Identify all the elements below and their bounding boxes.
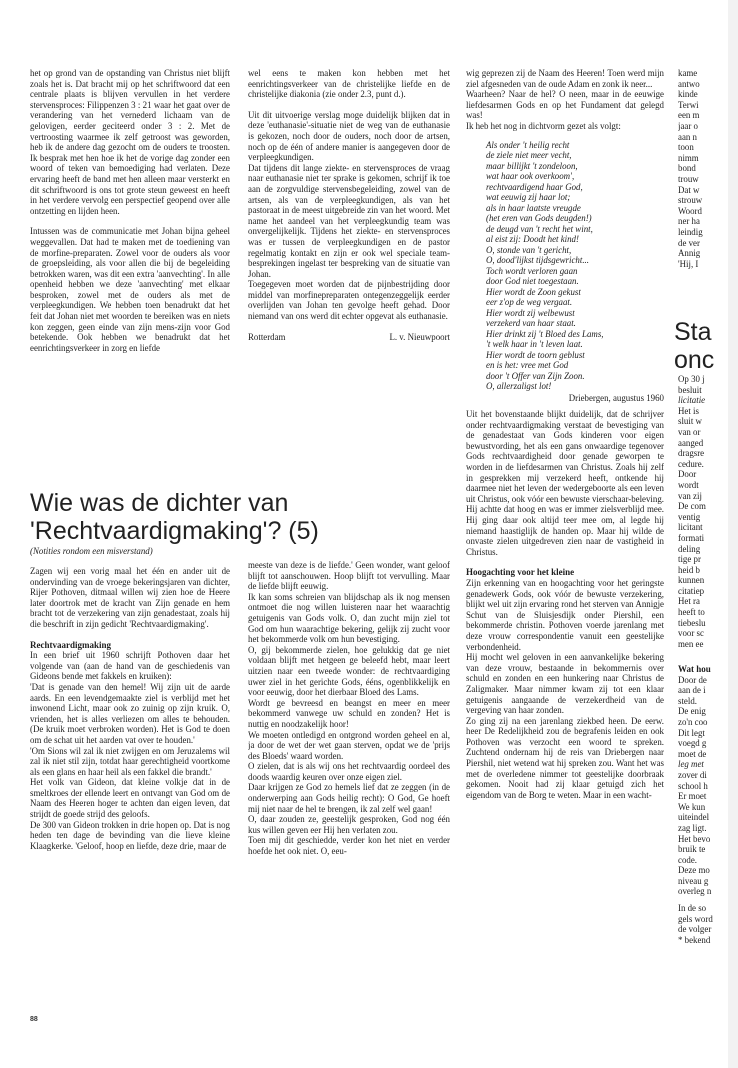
paragraph: Het volk van Gideon, dat kleine volkje dat in de smeltkroes der ellende leert en ontvangt van God om de Naam des Heeren hoger te achten dan eigen leven, dat strijdt de goede strijd des geloofs.	[30, 777, 230, 820]
clipped-line: tiebeslu	[678, 617, 706, 628]
paragraph: Ik heb het nog in dichtvorm gezet als volgt:	[466, 120, 621, 131]
paragraph: Wordt ge bevreesd en beangst en meer en meer bekommerd vanwege uw schuld en zonden? Het is nuttig en noodzakelijk hoor!	[248, 697, 450, 729]
signature-author: L. v. Nieuwpoort	[389, 331, 450, 342]
poem-line: verzekerd van haar staat.	[486, 318, 576, 329]
clipped-line: kinde	[678, 89, 698, 100]
clipped-line: school h	[678, 780, 708, 791]
paragraph: het op grond van de opstanding van Christus niet blijft zoals het is. Dat bracht mij op het schriftwoord dat een centrale plaats is blijven vervullen in het verdere stervensproces: Filippenzen 3 : 21 waar het gaat over de verandering van het vernederd lichaam van de gelovigen, eerder geciteerd onder 3 : 2. Met de vertroosting waarmee ik zelf getroost was geworden, heb ik de andere dag gezocht om de ouders te troosten. Ik besprak met hen hoe ik het de vorige dag zonder een woord of teken van bemoediging had verlaten. Deze ervaring heeft de band met hen alleen maar versterkt en dit schriftwoord is ons tot grote steun geweest en heeft in het verdere vervolg een perspectief geopend over alle ontzetting en lijden heen.	[30, 68, 230, 216]
page-edge-shadow	[728, 0, 738, 1068]
poem-line: Als onder 't heilig recht	[486, 139, 570, 150]
article-subtitle: (Notities rondom een misverstand)	[30, 546, 153, 556]
clipped-line: zo'n coo	[678, 716, 708, 727]
poem-line: 't welk haar in 't leven laat.	[486, 339, 583, 350]
clipped-line: uiteindel	[678, 812, 710, 823]
bottom-middle-column	[248, 560, 450, 857]
clipped-line: formati	[678, 532, 705, 543]
section-heading: Rechtvaardigmaking	[30, 639, 111, 650]
clipped-line: van or	[678, 426, 701, 437]
poem-line: O, allerzaligst lot!	[486, 381, 552, 392]
clipped-line: de volger	[678, 924, 712, 935]
top-middle-column	[248, 68, 450, 342]
poem-line: door God niet toegestaan.	[486, 276, 579, 287]
poem-line: Toch wordt verloren gaan	[486, 265, 578, 276]
clipped-line: strouw	[678, 195, 703, 206]
clipped-line: kame	[678, 68, 698, 78]
clipped-line: licitatie	[678, 395, 706, 406]
bottom-left-column	[30, 566, 230, 851]
paragraph: meeste van deze is de liefde.' Geen wonder, want geloof blijft tot aanschouwen. Hoop blijft tot vervulling. Maar de liefde blijft eeuwig.	[248, 560, 450, 592]
clipped-line: kunnen	[678, 575, 705, 586]
clipped-line: licitant	[678, 522, 703, 533]
clipped-line: heeft to	[678, 607, 705, 618]
poem-line: door 't Offer van Zijn Zoon.	[486, 370, 585, 381]
section-heading: Hoogachting voor het kleine	[466, 567, 575, 578]
clipped-line: Het ra	[678, 596, 700, 607]
clipped-line: * bekend	[678, 934, 711, 945]
clipped-line: men ee	[678, 638, 704, 649]
clipped-line: sluit w	[678, 416, 702, 427]
poem-line: Hier wordt de Zoon gekust	[486, 286, 581, 297]
poem-line: en is het: vree met God	[486, 360, 569, 371]
clipped-line: bruik te	[678, 844, 706, 855]
clipped-line: cedure.	[678, 458, 704, 469]
poem-line: de ziele niet meer vecht,	[486, 150, 572, 161]
clipped-line: In de so	[678, 903, 707, 914]
poem-line: Hier wordt de toorn geblust	[486, 349, 585, 360]
clipped-line: leindig	[678, 226, 703, 237]
clipped-line: We kun	[678, 801, 706, 812]
poem-line: rechtvaardigend haar God,	[486, 181, 583, 192]
paragraph: Ik kan soms schreien van blijdschap als ik nog mensen ontmoet die nog willen luisteren naar het waarachtig getuigenis van Gods volk. O, dan zucht mijn ziel tot God om hun waarachtige bekering, gelijk zij zucht voor het bekommerde volk om hun bevestiging.	[248, 591, 450, 645]
paragraph: Uit het bovenstaande blijkt duidelijk, dat de schrijver onder rechtvaardigmaking verstaat de bevestiging van de genadestaat van Gods kinderen voor eigen bewustvording, het als een gans onwaardige tegenover Gods rechtvaardigheid door genade geworpen te worden in de liefdesarmen van Christus. Zoals hij zelf in gesprekken mij verzekerd heeft, ontkende hij daarmee niet het leven der wedergeboorte als een leven uit Christus, ook vóór een bewuste vierschaar-beleving. Hij achtte dat hoog en was er immer zielsverblijd mee. Hij ging daar ook altijd teer mee om, al legde hij niemand haastiglijk de handen op. Maar hij wilde de onvaste zielen uitgedreven zien naar de vastigheid in Christus.	[466, 409, 664, 557]
clipped-line: deling	[678, 543, 701, 554]
poem-line: O, dood'lijkst tijdsgewricht...	[486, 255, 589, 266]
clipped-line: Op 30 j	[678, 374, 705, 384]
paragraph: O, daar zouden ze, geestelijk gesproken, God nog één kus willen geven eer Hij hen verlaten zou.	[248, 814, 450, 835]
paragraph: Toen mij dit geschiedde, verder kon het niet en verder hoefde het ook niet. O, eeu-	[248, 835, 450, 857]
clipped-line: voegd g	[678, 738, 707, 749]
poem-line: Hier wordt zij welbewust	[486, 307, 575, 318]
clipped-line: citatiep	[678, 585, 705, 596]
paragraph: 'Dat is genade van den hemel! Wij zijn uit de aarde aards. En een levendgemaakte ziel is verblijd met het inwonend Licht, maar ook zo zuinig op zijn kruik. O, vrienden, het is alles verliezen om alles te behouden. (De kruik moet verbroken worden). Het is God te doen om de schat uit het aarden vat over te houden.'	[30, 681, 230, 745]
clipped-line: Het bevo	[678, 833, 711, 844]
poem-line: al eist zij: Doodt het kind!	[486, 234, 579, 245]
right-column	[466, 68, 664, 800]
clipped-line: Door de	[678, 674, 707, 685]
clipped-line: Dat w	[678, 184, 700, 195]
poem-signature: Driebergen, augustus 1960	[568, 392, 664, 403]
clipped-line: aan n	[678, 131, 697, 142]
paragraph: Uit dit uitvoerige verslag moge duidelijk blijken dat in deze 'euthanasie'-situatie niet de weg van de euthanasie is gekozen, noch door de ouders, noch door de artsen, noch op de één of andere manier is aangegeven door de verpleegkundigen.	[248, 109, 450, 163]
poem-line: maar billijkt 't zondeloon,	[486, 160, 578, 171]
clipped-line: tige pr	[678, 554, 701, 565]
paragraph: Zo ging zij na een jarenlang ziekbed heen. De eerw. heer De Redelijkheid zou de begrafenis leiden en ook Pothoven was verzocht een woord te spreken. Zuchtend ondernam hij de reis van Driebergen naar Piershil, niet wetend wat hij spreken zou. Want het was met de overledene nimmer tot geestelijke doorbraak gekomen. Nooit had zij klaar getuigd zich het eigendom van de Borg te weten. Maar in een wacht-	[466, 715, 664, 800]
clipped-subheading: Wat hou	[678, 664, 711, 674]
paragraph: 'Om Sions wil zal ik niet zwijgen en om Jeruzalems wil zal ik niet stil zijn, totdat haar gerechtigheid voortkome als een glans en haar heil als een fakkel die brandt.'	[30, 745, 230, 777]
clipped-line: voor sc	[678, 628, 704, 639]
clipped-line: antwo	[678, 78, 700, 89]
clipped-line: ventig	[678, 511, 701, 522]
clipped-line: aan de i	[678, 685, 706, 696]
paragraph: O, gij bekommerde zielen, hoe gelukkig dat ge niet voldaan blijft met hetgeen ge beleefd hebt, maar leert uitzien naar een tweede wonder: de rechtvaardiging uwer ziel in het gerichte Gods, ééns, ogenblikkelijk en voor eeuwig, door het dierbaar Bloed des Lams.	[248, 644, 450, 698]
clipped-line: trouw	[678, 173, 699, 184]
clipped-line: Deze mo	[678, 865, 710, 876]
poem-line: Hier drinkt zij 't Bloed des Lams,	[486, 328, 604, 339]
clipped-line: heid b	[678, 564, 700, 575]
clipped-heading-line: Sta	[674, 318, 712, 346]
poem-line: de deugd van 't recht het wint,	[486, 223, 593, 234]
clipped-line: gels word	[678, 913, 713, 924]
clipped-line: code.	[678, 854, 697, 865]
clipped-line: de ver	[678, 237, 700, 248]
clipped-line: een m	[678, 110, 700, 121]
clipped-line: De com	[678, 501, 706, 512]
paragraph: wel eens te maken kon hebben met het eenrichtingsverkeer van de christelijke liefde en de christelijke diakonia (zie onder 2.3, punt d.).	[248, 68, 450, 100]
clipped-line: zover di	[678, 769, 707, 780]
clipped-line: Woord	[678, 205, 702, 216]
poem-line: wat eeuwig zij haar lot;	[486, 192, 571, 203]
paragraph: Zijn erkenning van en hoogachting voor het geringste genadewerk Gods, ook vóór de bewuste verzekering, blijkt wel uit zijn ervaring rond het sterven van Annigje Schut van de Sluisjesdijk onder Piershil, een bekommerde christin. Pothoven voerde jarenlang met deze vrouw correspondentie vanuit een geestelijke verbondenheid.	[466, 577, 664, 652]
poem-line: (het eren van Gods deugden!)	[486, 213, 592, 224]
paragraph: wig geprezen zij de Naam des Heeren! Toen werd mijn ziel afgesneden van de oude Adam en zonk ik neer...	[466, 68, 664, 89]
clipped-heading-line: onc	[674, 346, 715, 374]
clipped-line: Door	[678, 469, 697, 480]
paragraph: We moeten ontledigd en ontgrond worden geheel en al, ja door de wet der wet gaan sterven, opdat we de 'prijs des Bloeds' waard worden.	[248, 729, 450, 761]
clipped-line: Dit legt	[678, 727, 705, 738]
poem-line: eer z'op de weg vergaat.	[486, 297, 573, 308]
clipped-line: steld.	[678, 695, 697, 706]
clipped-line: aanged	[678, 437, 704, 448]
clipped-line: Annig	[678, 248, 701, 259]
poem	[466, 140, 664, 404]
poem-line: wat haar ook overkoom',	[486, 171, 575, 182]
paragraph: Dat tijdens dit lange ziekte- en stervensproces de vraag naar euthanasie niet ter sprake is gekomen, schrijf ik toe aan de zorgvuldige stervensbegeleiding, zowel van de artsen, als van de verpleegkundigen, als van het pastoraat in de meest uitgebreide zin van het woord. Met name het aandeel van het verpleegkundig team was onvergelijkelijk. Tijdens het ziekte- en stervensproces was er tussen de verpleegkundigen en de pastor regelmatig kontakt en zijn er ook wel speciale team-besprekingen ingelast ter bespreking van de situatie van Johan.	[248, 162, 450, 279]
clipped-line: Terwi	[678, 99, 699, 110]
poem-line: O, stonde van 't gericht,	[486, 244, 572, 255]
clipped-line: moet de	[678, 748, 707, 759]
page-number: 88	[30, 1016, 38, 1023]
article-title: Wie was de dichter van 'Rechtvaardigmaking'? (5)	[30, 489, 319, 545]
clipped-line: zag ligt.	[678, 822, 707, 833]
paragraph: O zielen, dat is als wij ons het rechtvaardig oordeel des doods waardig keuren over onze eigen ziel.	[248, 761, 450, 782]
clipped-line: wordt	[678, 479, 699, 490]
clipped-line: ner ha	[678, 216, 700, 227]
poem-line: als in haar laatste vreugde	[486, 202, 581, 213]
clipped-line: dragsre	[678, 448, 705, 459]
clipped-line: besluit	[678, 384, 702, 395]
clipped-line: van zij	[678, 490, 702, 501]
clipped-line: Er moet	[678, 791, 707, 802]
paragraph: Toegegeven moet worden dat de pijnbestrijding door middel van morfinepreparaten ontegenzeggelijk eerder overlijden van Johan ten gevolge heeft gehad. Door niemand van ons werd dit echter opgevat als euthanasie.	[248, 279, 450, 322]
signature-place: Rotterdam	[248, 331, 286, 342]
paragraph: Hij mocht wel geloven in een aanvankelijke bekering van deze vrouw, bestaande in bekommernis over schuld en zonden en een hunkering naar Christus de Zaligmaker. Maar nimmer kwam zij tot een klaar getuigenis aangaande de verzekerdheid van de vergeving van haar zonden.	[466, 652, 664, 716]
paragraph: Intussen was de communicatie met Johan bijna geheel weggevallen. Dat had te maken met de toediening van de morfine-preparaten. Zowel voor de ouders als voor de groepsleiding, als voor allen die bij de begeleiding betrokken waren, was dit een extra 'aanvechting'. In alle openheid hebben we deze 'aanvechting' met elkaar besproken, zowel met de ouders als met de verpleegkundigen. We hebben toen benadrukt dat het feit dat Johan niet met woorden te bereiken was en niets kon zeggen, geen einde van zijn mens-zijn voor God betekende. Ook hebben we benadrukt dat het eenrichtingsverkeer in zorg en liefde	[30, 226, 230, 353]
clipped-line: Het is	[678, 405, 699, 416]
clipped-line: bond	[678, 163, 696, 174]
article-signature	[248, 332, 450, 343]
clipped-line: toon	[678, 142, 694, 153]
clipped-line: niveau g	[678, 875, 709, 886]
clipped-line: overleg n	[678, 886, 712, 897]
clipped-line: 'Hij, I	[678, 258, 699, 269]
paragraph: In een brief uit 1960 schrijft Pothoven daar het volgende van (aan de hand van de geschiedenis van Gideons bende met fakkels en kruiken):	[30, 650, 230, 682]
clipped-line: nimm	[678, 152, 699, 163]
paragraph: Waarheen? Naar de hel? O neen, maar in de eeuwige liefdesarmen Gods en op het Fundament dat gelegd was!	[466, 89, 664, 121]
top-left-column	[30, 68, 230, 353]
clipped-line: De enig	[678, 706, 706, 717]
paragraph: Zagen wij een vorig maal het één en ander uit de ondervinding van de vroege bekeringsjaren van dichter, Rijer Pothoven, ditmaal willen wij zien hoe de Heere later doortrok met de kracht van Zijn genade en hem bracht tot de verzekering van zijn genadestaat, zoals hij die beschrift in zijn gedicht 'Rechtvaardigmaking'.	[30, 566, 230, 629]
paragraph: Daar krijgen ze God zo hemels lief dat ze zeggen (in de onderwerping aan Gods heilig recht): O God, Ge hoeft mij niet naar de hel te brengen, ik zal zelf wel gaan!	[248, 782, 450, 814]
paragraph: De 300 van Gideon trokken in drie hopen op. Dat is nog heden ten dage de bevinding van die lieve kleine Klaagkerke. 'Geloof, hoop en liefde, deze drie, maar de	[30, 819, 230, 851]
clipped-line: jaar o	[678, 120, 698, 131]
clipped-line: leg met	[678, 759, 704, 770]
